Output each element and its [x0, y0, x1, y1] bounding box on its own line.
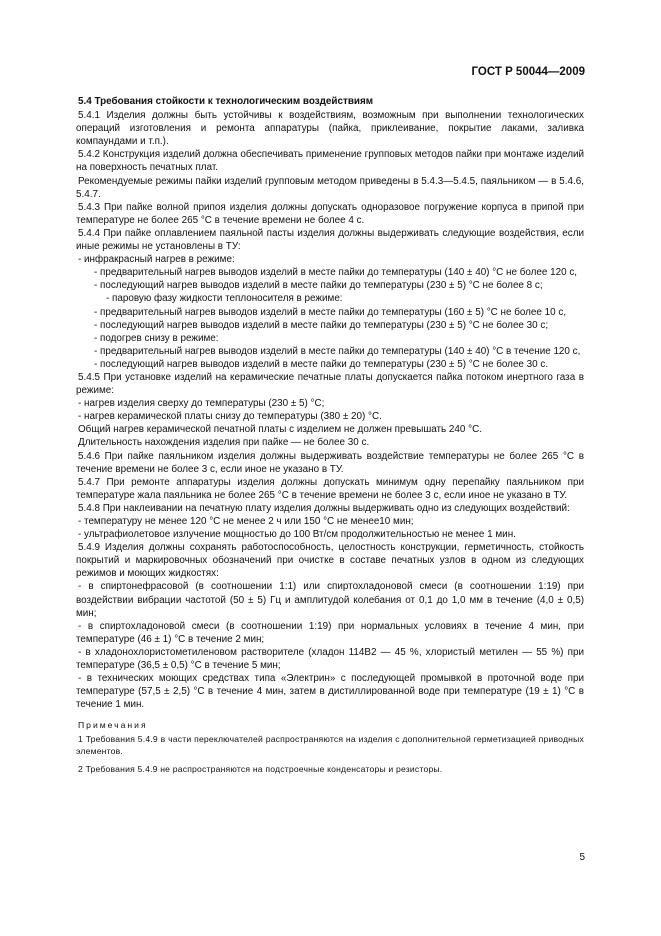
document-body	[76, 95, 584, 775]
document-header: ГОСТ Р 50044—2009	[471, 66, 585, 78]
paragraph: 5.4.4 При пайке оплавлением паяльной пасты изделия должны выдерживать следующие воздействия, если иные режимы не установлены в ТУ:	[76, 227, 584, 253]
paragraph: 5.4.7 При ремонте аппаратуры изделия должны допускать минимум одну перепайку паяльником при температуре жала паяльника не более 265 °С в течение времени не более 3 с, если иное не указано в ТУ.	[76, 476, 584, 501]
paragraph: Рекомендуемые режимы пайки изделий групповым методом приведены в 5.4.3—5.4.5, паяльником — в 5.4.6, 5.4.7.	[76, 175, 584, 200]
list-item: - инфракрасный нагрев в режиме:	[78, 254, 235, 266]
page-number: 5	[579, 852, 585, 863]
list-item: - нагрев керамической платы снизу до температуры (380 ± 20) °С.	[78, 411, 382, 423]
note: 2 Требования 5.4.9 не распространяются на подстроечные конденсаторы и резисторы.	[78, 763, 443, 774]
list-item: - подогрев снизу в режиме:	[94, 332, 219, 344]
section-title: 5.4 Требования стойкости к технологическим воздействиям	[78, 96, 374, 107]
list-item: - ультрафиолетовое излучение мощностью до 100 Вт/см продолжительностью не менее 1 мин.	[78, 529, 516, 541]
list-item: - последующий нагрев выводов изделий в месте пайки до температуры (230 ± 5) °С не более 30 с.	[94, 358, 549, 370]
paragraph: Длительность нахождения изделия при пайке — не более 30 с.	[78, 437, 370, 449]
paragraph: Общий нагрев керамической печатной платы с изделием не должен превышать 240 °С.	[78, 424, 482, 436]
paragraph: 5.4.1 Изделия должны быть устойчивы к воздействиям, возможным при выполнении технологических операций изготовления и ремонта аппаратуры (пайка, приклеивание, покрытие лаками, заливка компаундами и т.п.).	[76, 110, 584, 148]
list-item: - предварительный нагрев выводов изделий в месте пайки до температуры (140 ± 40) °С в течение 120 с,	[94, 345, 581, 357]
list-item: - нагрев изделия сверху до температуры (230 ± 5) °С;	[78, 398, 325, 410]
list-item: - предварительный нагрев выводов изделий в месте пайки до температуры (160 ± 5) °С не более 10 с,	[94, 306, 567, 318]
note: 1 Требования 5.4.9 в части переключателей распространяются на изделия с дополнительной герметизацией приводных элементов.	[76, 733, 584, 756]
paragraph: 5.4.5 При установке изделий на керамические печатные платы допускается пайка потоком инертного газа в режиме:	[76, 371, 584, 397]
list-item: - в хладонохлористометиленовом растворителе (хладон 114В2 — 45 %, хлористый метилен — 55 %) при температуре (36,5 ± 0,5) °С в течение 5 мин;	[76, 646, 584, 672]
paragraph: 5.4.8 При наклеивании на печатную плату изделия должны выдерживать одно из следующих воздействий:	[78, 502, 570, 514]
list-item: - последующий нагрев выводов изделий в месте пайки до температуры (230 ± 5) °С не более 8 с;	[94, 280, 543, 292]
list-item: - в спиртохладоновой смеси (в соотношении 1:19) при нормальных условиях в течение 4 мин, при температуре (46 ± 1) °С в течение 2 мин;	[76, 620, 584, 645]
notes-title: Примечания	[78, 720, 148, 731]
list-item: - температуру не менее 120 °С не менее 2 ч или 150 °С не менее10 мин;	[78, 516, 414, 527]
paragraph: 5.4.2 Конструкция изделий должна обеспечивать применение групповых методов пайки при монтаже изделий на поверхность печатных плат.	[76, 149, 584, 174]
paragraph: 5.4.9 Изделия должны сохранять работоспособность, целостность конструкции, герметичность, стойкость покрытий и маркировочных обозначений при очистке в составе печатных узлов в одном из следующих режимов и моющих жидкостях:	[76, 542, 584, 580]
paragraph: 5.4.3 При пайке волной припоя изделия должны допускать одноразовое погружение корпуса в припой при температуре не более 265 °С в течение времени не более 4 с.	[76, 201, 584, 226]
paragraph: 5.4.6 При пайке паяльником изделия должны выдерживать воздействие температуры не более 265 °С в течение времени не более 3 с, если иное не указано в ТУ.	[76, 450, 584, 475]
list-item: - паровую фазу жидкости теплоносителя в режиме:	[106, 293, 343, 305]
list-item: - последующий нагрев выводов изделий в месте пайки до температуры (230 ± 5) °С не более 30 с;	[94, 319, 549, 331]
list-item: - в технических моющих средствах типа «Электрин» с последующей промывкой в проточной воде при температуре (57,5 ± 2,5) °С в течение 4 мин, затем в дистиллированной воде при температуре (19 ± 1) °С в течение 1 мин.	[76, 673, 584, 711]
list-item: - предварительный нагрев выводов изделий в месте пайки до температуры (140 ± 40) °С не более 120 с,	[94, 267, 578, 279]
list-item: - в спиртонефрасовой (в соотношении 1:1) или спиртохладоновой смеси (в соотношении 1:19) при воздействии вибрации частотой (50 ± 5) Гц и амплитудой колебания от 0,1 до 1,0 мм в течение (4,0 ± 0,5) мин;	[76, 581, 584, 619]
